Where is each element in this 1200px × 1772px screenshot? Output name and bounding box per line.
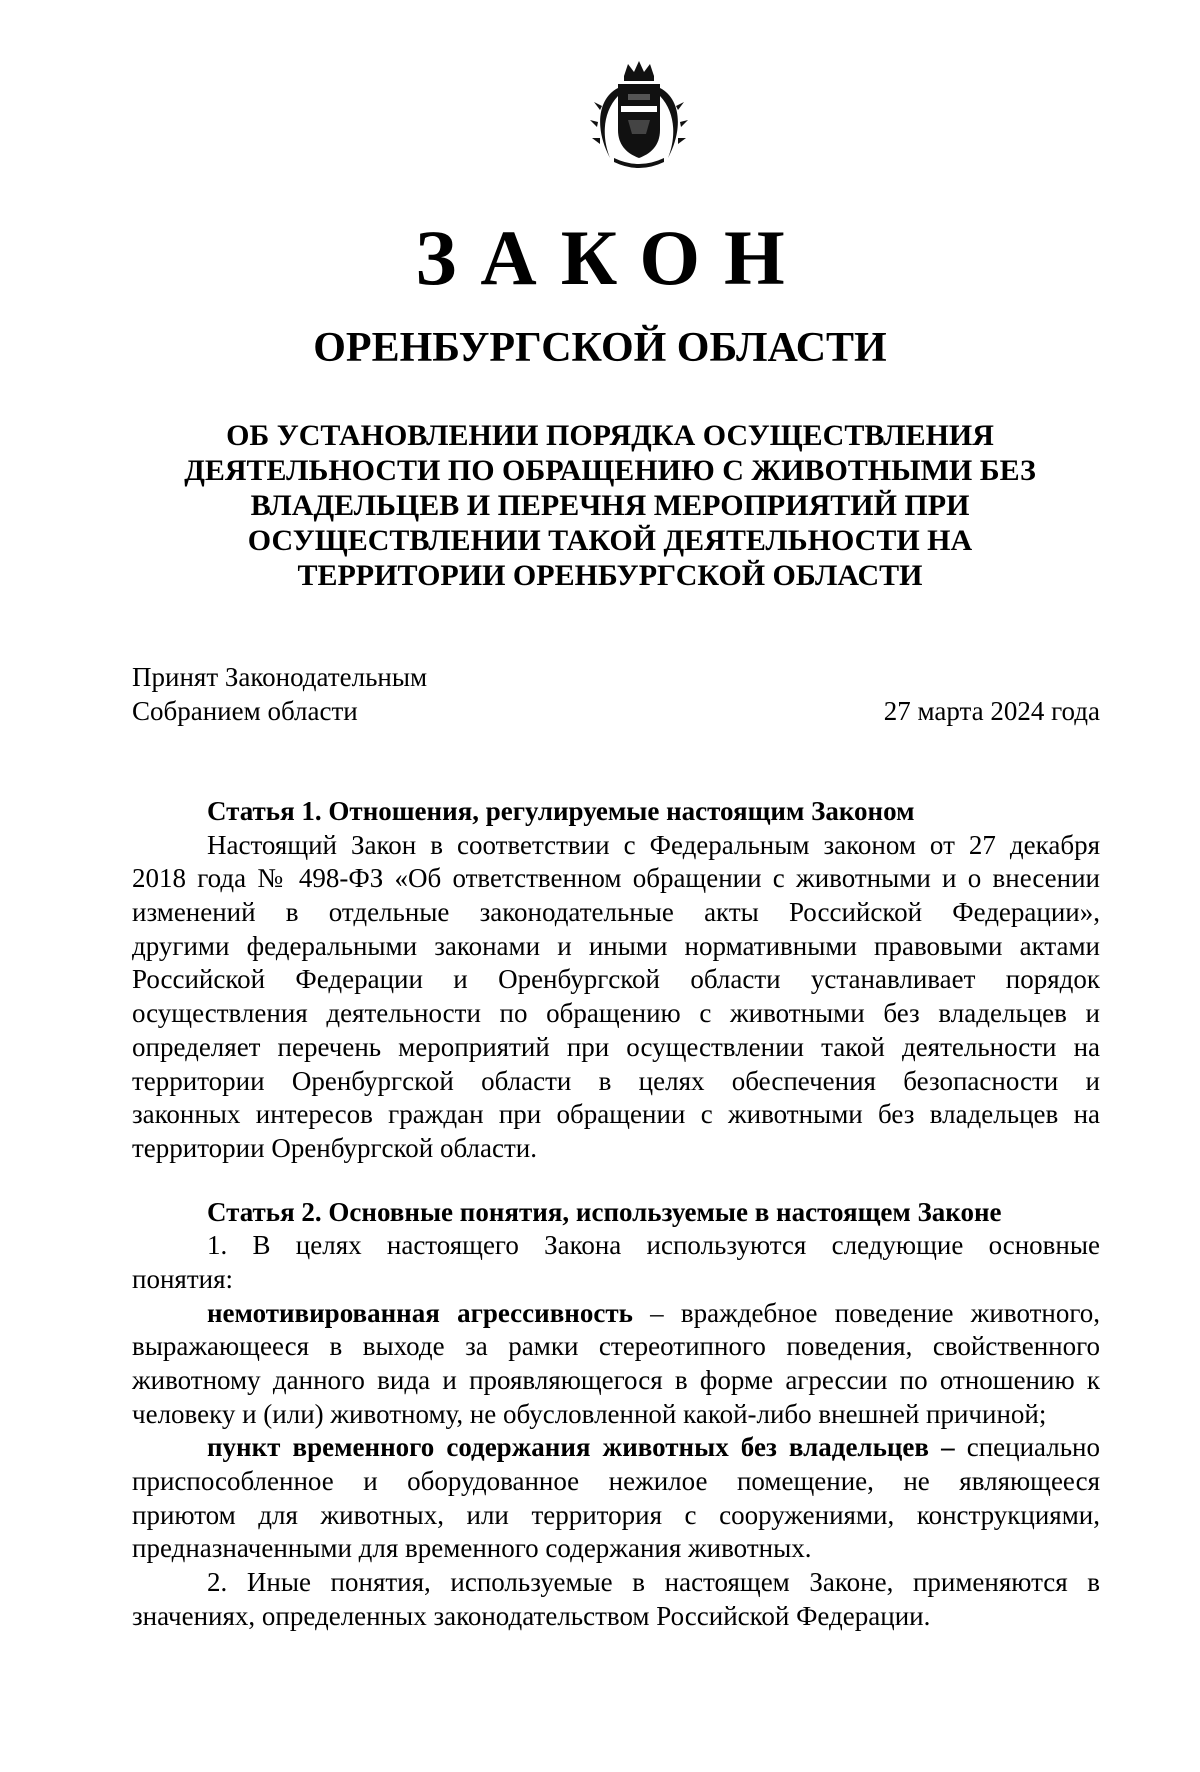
document-title: ЗАКОН [415,214,809,301]
definition-2-line: приспособленное и оборудованное нежилое помещение, не являющееся [132,1466,1100,1497]
article-1-heading: Статья 1. Отношения, регулируемые настоящим Законом [207,796,915,826]
definition-1-line: выражающееся в выходе за рамки стереотипного поведения, свойственного [132,1331,1100,1362]
article-2-heading: Статья 2. Основные понятия, используемые в настоящем Законе [207,1196,1002,1227]
definition-2-text: специально [954,1432,1100,1463]
subject-line: ОБ УСТАНОВЛЕНИИ ПОРЯДКА ОСУЩЕСТВЛЕНИЯ [226,419,994,452]
definition-2-line: предназначенными для временного содержания животных. [132,1533,812,1564]
adoption-line: Собранием области [132,696,358,726]
coat-of-arms-emblem [588,58,690,170]
subject-line: ДЕЯТЕЛЬНОСТИ ПО ОБРАЩЕНИЮ С ЖИВОТНЫМИ БЕЗ [184,454,1036,487]
article-2-line: 1. В целях настоящего Закона используются следующие основные [207,1230,1100,1261]
subject-line: ТЕРРИТОРИИ ОРЕНБУРГСКОЙ ОБЛАСТИ [297,559,923,592]
subject-line: ВЛАДЕЛЬЦЕВ И ПЕРЕЧНЯ МЕРОПРИЯТИЙ ПРИ [250,489,970,522]
definition-1-text: – враждебное поведение животного, [632,1297,1100,1328]
document-region: ОРЕНБУРГСКОЙ ОБЛАСТИ [313,325,887,371]
article-1-line: Российской Федерации и Оренбургской области устанавливает порядок [132,964,1100,995]
article-1-line: 2018 года № 498-ФЗ «Об ответственном обращении с животными и о внесении [132,863,1100,894]
subject-line: ОСУЩЕСТВЛЕНИИ ТАКОЙ ДЕЯТЕЛЬНОСТИ НА [247,524,973,557]
article-1-line: другими федеральными законами и иными нормативными правовыми актами [132,930,1100,961]
article-2-p2-line: 2. Иные понятия, используемые в настоящем Законе, применяются в [207,1567,1100,1598]
article-1-line: территории Оренбургской области в целях обеспечения безопасности и [132,1065,1100,1096]
article-1-line: территории Оренбургской области. [132,1132,537,1163]
adoption-statement [132,660,427,728]
term-2: пункт временного содержания животных без владельцев – [207,1432,955,1463]
spacer [132,1166,1100,1196]
definition-2-first-line [132,1431,1100,1465]
term-1: немотивированная агрессивность [207,1297,633,1328]
article-1-line: осуществления деятельности по обращению с животными без владельцев и [132,998,1100,1029]
adoption-line: Принят Законодательным [132,662,428,692]
definition-1-line: животному данного вида и проявляющегося в форме агрессии по отношению к [132,1365,1100,1395]
definition-2-line: приютом для животных, или территория с сооружениями, конструкциями, [132,1499,1100,1530]
document-body [132,795,1100,1634]
definition-1-first-line [132,1297,1100,1331]
article-2-line: понятия: [132,1263,233,1294]
definition-1-line: человеку и (или) животному, не обусловленной какой-либо внешней причиной; [132,1398,1047,1429]
article-1-line: Настоящий Закон в соответствии с Федеральным законом от 27 декабря [207,829,1100,860]
article-1-line: законных интересов граждан при обращении с животными без владельцев на [132,1099,1100,1130]
law-subject [180,418,1040,593]
article-1-line: изменений в отдельные законодательные акты Российской Федерации», [132,897,1100,928]
article-2-p2-line: значениях, определенных законодательством Российской Федерации. [132,1600,931,1631]
adoption-date: 27 марта 2024 года [883,696,1100,726]
article-1-line: определяет перечень мероприятий при осуществлении такой деятельности на [132,1031,1100,1062]
